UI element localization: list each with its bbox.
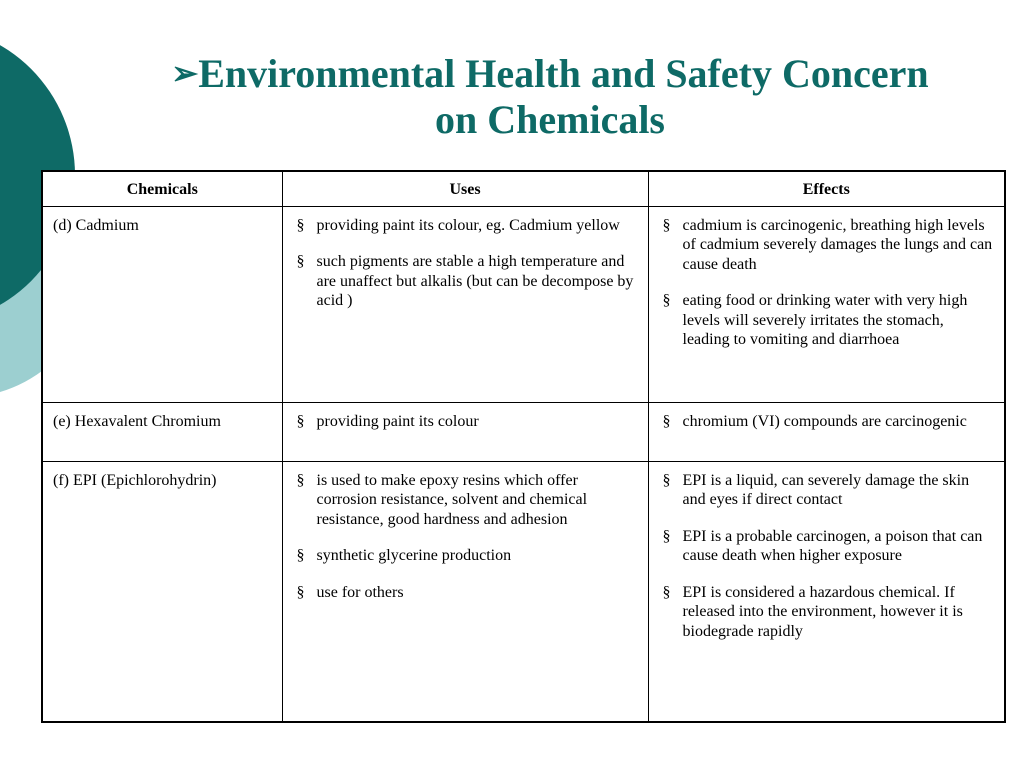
uses-cell xyxy=(282,402,648,461)
section-bullet-icon: § xyxy=(296,583,305,601)
list-item xyxy=(659,412,995,432)
effects-cell xyxy=(648,206,1005,402)
list-item xyxy=(293,216,638,236)
slide-title xyxy=(100,50,1000,143)
chemicals-table xyxy=(41,170,1006,723)
list-item xyxy=(659,471,995,510)
effects-cell xyxy=(648,402,1005,461)
table-row xyxy=(42,461,1005,722)
list-item-text: use for others xyxy=(316,583,404,601)
list-item xyxy=(293,546,638,566)
list-item xyxy=(293,252,638,311)
list-item xyxy=(659,527,995,566)
list-item-text: eating food or drinking water with very high levels will severely irritates the stomach, leading to vomiting and diarrhoea xyxy=(682,292,968,348)
uses-cell xyxy=(282,461,648,722)
list-item-text: such pigments are stable a high temperature and are unaffect but alkalis (but can be decompose by acid ) xyxy=(316,253,634,309)
effects-cell xyxy=(648,461,1005,722)
section-bullet-icon: § xyxy=(662,216,671,234)
chemical-cell: (e) Hexavalent Chromium xyxy=(42,402,282,461)
effects-list xyxy=(659,216,995,350)
section-bullet-icon: § xyxy=(296,216,305,234)
title-line-1: Environmental Health and Safety Concern xyxy=(198,51,929,96)
chemical-cell: (f) EPI (Epichlorohydrin) xyxy=(42,461,282,722)
list-item xyxy=(293,471,638,530)
list-item-text: chromium (VI) compounds are carcinogenic xyxy=(682,412,967,430)
header-effects: Effects xyxy=(648,171,1005,206)
arrow-bullet-icon: ➢ xyxy=(171,55,199,91)
header-chemicals: Chemicals xyxy=(42,171,282,206)
list-item-text: providing paint its colour xyxy=(316,412,479,430)
list-item xyxy=(659,291,995,350)
list-item xyxy=(659,216,995,275)
section-bullet-icon: § xyxy=(662,292,671,309)
title-line-2: on Chemicals xyxy=(435,97,665,142)
list-item-text: cadmium is carcinogenic, breathing high levels of cadmium severely damages the lungs and can cause death xyxy=(682,216,993,273)
list-item-text: EPI is a liquid, can severely damage the skin and eyes if direct contact xyxy=(682,471,970,508)
uses-list xyxy=(293,471,638,603)
list-item xyxy=(659,583,995,642)
effects-list xyxy=(659,471,995,642)
table-row xyxy=(42,206,1005,402)
section-bullet-icon: § xyxy=(296,471,305,489)
table-row xyxy=(42,402,1005,461)
list-item-text: EPI is a probable carcinogen, a poison that can cause death when higher exposure xyxy=(682,527,983,564)
section-bullet-icon: § xyxy=(296,547,305,564)
uses-cell xyxy=(282,206,648,402)
list-item-text: providing paint its colour, eg. Cadmium yellow xyxy=(316,216,620,234)
list-item-text: synthetic glycerine production xyxy=(316,547,512,564)
list-item-text: EPI is considered a hazardous chemical. If released into the environment, however it is biodegrade rapidly xyxy=(682,583,963,640)
effects-list xyxy=(659,412,995,432)
list-item xyxy=(293,583,638,603)
uses-list xyxy=(293,412,638,432)
list-item xyxy=(293,412,638,432)
list-item-text: is used to make epoxy resins which offer corrosion resistance, solvent and chemical resistance, good hardness and adhesion xyxy=(316,471,588,528)
chemical-cell: (d) Cadmium xyxy=(42,206,282,402)
section-bullet-icon: § xyxy=(662,471,671,489)
uses-list xyxy=(293,216,638,311)
section-bullet-icon: § xyxy=(296,412,305,430)
table-header-row xyxy=(42,171,1005,206)
section-bullet-icon: § xyxy=(662,583,671,601)
section-bullet-icon: § xyxy=(296,253,305,270)
header-uses: Uses xyxy=(282,171,648,206)
section-bullet-icon: § xyxy=(662,527,671,545)
section-bullet-icon: § xyxy=(662,412,671,430)
